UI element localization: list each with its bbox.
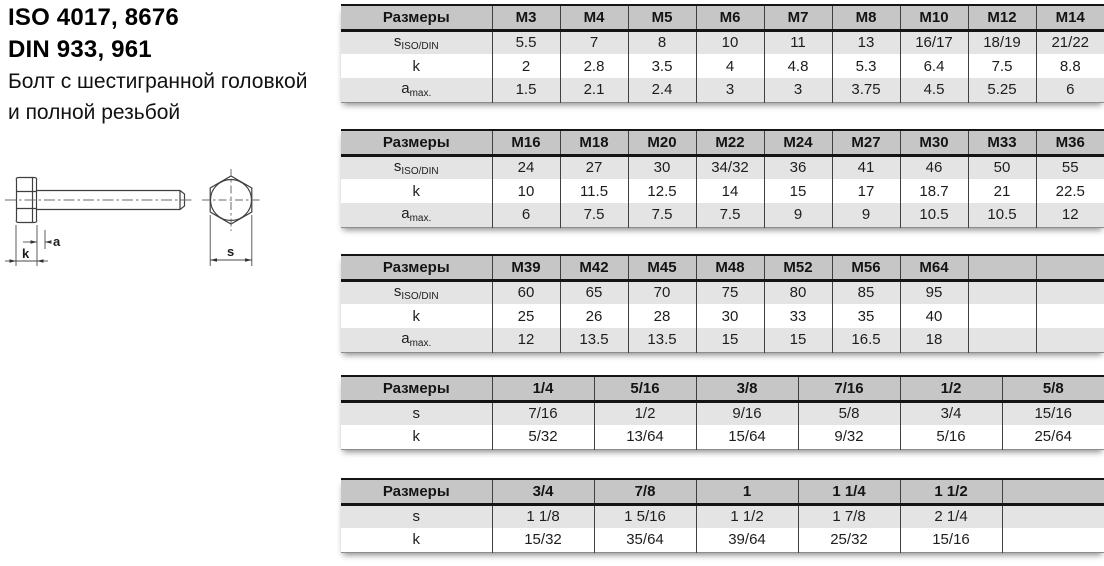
size-header-cell: M20 xyxy=(628,130,696,155)
value-cell: 4.5 xyxy=(900,78,968,102)
value-cell: 18 xyxy=(900,328,968,352)
value-cell: 9/32 xyxy=(798,425,900,449)
value-cell: 34/32 xyxy=(696,155,764,179)
value-cell: 40 xyxy=(900,304,968,328)
value-cell: 5/8 xyxy=(798,401,900,425)
value-cell: 13/64 xyxy=(594,425,696,449)
value-cell: 1 7/8 xyxy=(798,504,900,528)
value-cell: 10.5 xyxy=(968,203,1036,227)
dimension-row-s xyxy=(341,504,1104,528)
value-cell: 1 1/8 xyxy=(492,504,594,528)
size-header-cell: 3/8 xyxy=(696,376,798,401)
value-cell: 12.5 xyxy=(628,179,696,203)
header-label-cell: Размеры xyxy=(341,376,492,401)
size-header-cell: M64 xyxy=(900,255,968,280)
empty-cell xyxy=(1002,504,1104,528)
value-cell: 16/17 xyxy=(900,30,968,54)
value-cell: 5.5 xyxy=(492,30,560,54)
value-cell: 4.8 xyxy=(764,54,832,78)
size-header-cell: 7/8 xyxy=(594,479,696,504)
value-cell: 11 xyxy=(764,30,832,54)
value-cell: 3/4 xyxy=(900,401,1002,425)
table-metric-m39-m64-grid xyxy=(341,254,1104,353)
value-cell: 7 xyxy=(560,30,628,54)
dimension-row-a xyxy=(341,78,1104,102)
dimension-row-k xyxy=(341,54,1104,78)
value-cell: 80 xyxy=(764,280,832,304)
bolt-technical-drawing xyxy=(2,163,272,278)
value-cell: 21 xyxy=(968,179,1036,203)
value-cell: 30 xyxy=(628,155,696,179)
dimension-row-s xyxy=(341,30,1104,54)
value-cell: 2 1/4 xyxy=(900,504,1002,528)
size-header-cell: M39 xyxy=(492,255,560,280)
row-label-subscript: max. xyxy=(409,88,432,100)
value-cell: 75 xyxy=(696,280,764,304)
value-cell: 33 xyxy=(764,304,832,328)
value-cell: 8 xyxy=(628,30,696,54)
value-cell: 15/16 xyxy=(900,528,1002,552)
value-cell: 6.4 xyxy=(900,54,968,78)
row-label-main: s xyxy=(412,508,420,526)
value-cell: 35 xyxy=(832,304,900,328)
header-label-cell: Размеры xyxy=(341,479,492,504)
row-label-cell xyxy=(341,78,492,102)
value-cell: 15/32 xyxy=(492,528,594,552)
iso-standard-title: ISO 4017, 8676 xyxy=(8,4,179,31)
size-header-cell: 7/16 xyxy=(798,376,900,401)
row-label-cell xyxy=(341,328,492,352)
dimension-row-k xyxy=(341,304,1104,328)
row-label-main: k xyxy=(412,428,420,446)
value-cell: 15 xyxy=(764,179,832,203)
value-cell: 55 xyxy=(1036,155,1104,179)
value-cell: 26 xyxy=(560,304,628,328)
row-label-main: s xyxy=(393,33,402,51)
dimension-row-s xyxy=(341,155,1104,179)
table-header-row xyxy=(341,479,1104,504)
size-header-cell: 3/4 xyxy=(492,479,594,504)
value-cell: 2.1 xyxy=(560,78,628,102)
value-cell: 10.5 xyxy=(900,203,968,227)
size-header-cell: M3 xyxy=(492,5,560,30)
size-header-cell: M8 xyxy=(832,5,900,30)
size-header-cell: M45 xyxy=(628,255,696,280)
value-cell: 28 xyxy=(628,304,696,328)
size-header-cell: M14 xyxy=(1036,5,1104,30)
value-cell: 1 1/2 xyxy=(696,504,798,528)
size-header-cell: M42 xyxy=(560,255,628,280)
row-label-main: s xyxy=(412,405,420,423)
size-header-cell: M36 xyxy=(1036,130,1104,155)
row-label-main: k xyxy=(412,531,420,549)
description-line-1: Болт с шестигранной головкой xyxy=(8,70,308,93)
value-cell: 7.5 xyxy=(968,54,1036,78)
empty-cell xyxy=(1036,280,1104,304)
row-label-cell xyxy=(341,304,492,328)
row-label-subscript: max. xyxy=(409,338,432,350)
row-label-main: k xyxy=(412,182,420,200)
row-label-main: a xyxy=(401,80,410,98)
row-label-main: k xyxy=(412,307,420,325)
row-label-cell xyxy=(341,528,492,552)
size-header-cell: M22 xyxy=(696,130,764,155)
dimension-row-k xyxy=(341,179,1104,203)
size-header-cell: 1 1/2 xyxy=(900,479,1002,504)
empty-cell xyxy=(1036,328,1104,352)
size-header-cell: M30 xyxy=(900,130,968,155)
value-cell: 12 xyxy=(1036,203,1104,227)
row-label-main: s xyxy=(393,283,402,301)
row-label-cell xyxy=(341,155,492,179)
value-cell: 7.5 xyxy=(628,203,696,227)
header-label-cell: Размеры xyxy=(341,130,492,155)
empty-header-cell xyxy=(1002,479,1104,504)
value-cell: 5.25 xyxy=(968,78,1036,102)
table-imperial-quarter-to-5-8-grid xyxy=(341,375,1104,450)
description-line-2: и полной резьбой xyxy=(8,101,181,124)
size-header-cell: M6 xyxy=(696,5,764,30)
value-cell: 11.5 xyxy=(560,179,628,203)
size-header-cell: M56 xyxy=(832,255,900,280)
value-cell: 22.5 xyxy=(1036,179,1104,203)
value-cell: 7.5 xyxy=(560,203,628,227)
size-header-cell: M7 xyxy=(764,5,832,30)
row-label-cell xyxy=(341,30,492,54)
row-label-main: k xyxy=(412,57,420,75)
value-cell: 18.7 xyxy=(900,179,968,203)
value-cell: 30 xyxy=(696,304,764,328)
row-label-subscript: ISO/DIN xyxy=(401,291,439,303)
header-label-cell: Размеры xyxy=(341,255,492,280)
value-cell: 8.8 xyxy=(1036,54,1104,78)
dimension-row-k xyxy=(341,528,1104,552)
value-cell: 27 xyxy=(560,155,628,179)
row-label-main: a xyxy=(401,205,410,223)
value-cell: 10 xyxy=(696,30,764,54)
value-cell: 17 xyxy=(832,179,900,203)
value-cell: 6 xyxy=(1036,78,1104,102)
value-cell: 13 xyxy=(832,30,900,54)
size-header-cell: 1 xyxy=(696,479,798,504)
value-cell: 95 xyxy=(900,280,968,304)
value-cell: 7/16 xyxy=(492,401,594,425)
value-cell: 3.5 xyxy=(628,54,696,78)
table-metric-m3-m14 xyxy=(341,4,1104,102)
size-header-cell: M52 xyxy=(764,255,832,280)
table-metric-m39-m64 xyxy=(341,254,1104,352)
value-cell: 25/32 xyxy=(798,528,900,552)
empty-header-cell xyxy=(1036,255,1104,280)
table-header-row xyxy=(341,376,1104,401)
size-header-cell: 5/8 xyxy=(1002,376,1104,401)
value-cell: 16.5 xyxy=(832,328,900,352)
value-cell: 41 xyxy=(832,155,900,179)
dimension-row-k xyxy=(341,425,1104,449)
empty-cell xyxy=(1036,304,1104,328)
empty-header-cell xyxy=(968,255,1036,280)
value-cell: 36 xyxy=(764,155,832,179)
value-cell: 70 xyxy=(628,280,696,304)
value-cell: 6 xyxy=(492,203,560,227)
dim-label-s: s xyxy=(227,244,235,259)
dim-label-k: k xyxy=(22,246,30,261)
table-metric-m16-m36-grid xyxy=(341,129,1104,228)
row-label-cell xyxy=(341,401,492,425)
value-cell: 4 xyxy=(696,54,764,78)
value-cell: 9 xyxy=(764,203,832,227)
table-header-row xyxy=(341,5,1104,30)
value-cell: 85 xyxy=(832,280,900,304)
value-cell: 3.75 xyxy=(832,78,900,102)
value-cell: 3 xyxy=(764,78,832,102)
value-cell: 65 xyxy=(560,280,628,304)
value-cell: 14 xyxy=(696,179,764,203)
value-cell: 15 xyxy=(764,328,832,352)
row-label-main: s xyxy=(393,158,402,176)
table-metric-m16-m36 xyxy=(341,129,1104,227)
dimension-row-a xyxy=(341,328,1104,352)
din-standard-title: DIN 933, 961 xyxy=(8,36,152,63)
row-label-cell xyxy=(341,203,492,227)
title-block xyxy=(8,2,338,128)
empty-cell xyxy=(1002,528,1104,552)
empty-cell xyxy=(968,304,1036,328)
value-cell: 12 xyxy=(492,328,560,352)
dimension-row-a xyxy=(341,203,1104,227)
row-label-subscript: ISO/DIN xyxy=(401,166,439,178)
value-cell: 2.8 xyxy=(560,54,628,78)
value-cell: 5/32 xyxy=(492,425,594,449)
row-label-main: a xyxy=(401,330,410,348)
value-cell: 39/64 xyxy=(696,528,798,552)
table-imperial-3-4-to-1-1-2-grid xyxy=(341,478,1104,553)
value-cell: 1.5 xyxy=(492,78,560,102)
value-cell: 9 xyxy=(832,203,900,227)
value-cell: 7.5 xyxy=(696,203,764,227)
table-imperial-quarter-to-5-8 xyxy=(341,375,1104,449)
value-cell: 50 xyxy=(968,155,1036,179)
value-cell: 1 5/16 xyxy=(594,504,696,528)
size-header-cell: M4 xyxy=(560,5,628,30)
value-cell: 13.5 xyxy=(560,328,628,352)
dimension-row-s xyxy=(341,401,1104,425)
value-cell: 60 xyxy=(492,280,560,304)
value-cell: 21/22 xyxy=(1036,30,1104,54)
value-cell: 1/2 xyxy=(594,401,696,425)
value-cell: 10 xyxy=(492,179,560,203)
size-header-cell: M27 xyxy=(832,130,900,155)
table-metric-m3-m14-grid xyxy=(341,4,1104,103)
value-cell: 25 xyxy=(492,304,560,328)
size-header-cell: M12 xyxy=(968,5,1036,30)
size-header-cell: 5/16 xyxy=(594,376,696,401)
row-label-cell xyxy=(341,425,492,449)
value-cell: 9/16 xyxy=(696,401,798,425)
empty-cell xyxy=(968,280,1036,304)
row-label-subscript: ISO/DIN xyxy=(401,41,439,53)
size-header-cell: M48 xyxy=(696,255,764,280)
table-header-row xyxy=(341,255,1104,280)
value-cell: 15/16 xyxy=(1002,401,1104,425)
dim-label-a: a xyxy=(53,234,61,249)
row-label-cell xyxy=(341,54,492,78)
dimension-row-s xyxy=(341,280,1104,304)
value-cell: 18/19 xyxy=(968,30,1036,54)
size-header-cell: M24 xyxy=(764,130,832,155)
bolt-drawing-svg xyxy=(2,163,272,278)
header-label-cell: Размеры xyxy=(341,5,492,30)
size-header-cell: M5 xyxy=(628,5,696,30)
row-label-cell xyxy=(341,504,492,528)
size-header-cell: 1/2 xyxy=(900,376,1002,401)
row-label-subscript: max. xyxy=(409,213,432,225)
value-cell: 5.3 xyxy=(832,54,900,78)
size-header-cell: 1 1/4 xyxy=(798,479,900,504)
value-cell: 25/64 xyxy=(1002,425,1104,449)
size-header-cell: M18 xyxy=(560,130,628,155)
value-cell: 2.4 xyxy=(628,78,696,102)
size-header-cell: M33 xyxy=(968,130,1036,155)
bolt-side-view xyxy=(16,178,185,223)
row-label-cell xyxy=(341,280,492,304)
table-header-row xyxy=(341,130,1104,155)
size-header-cell: M10 xyxy=(900,5,968,30)
value-cell: 24 xyxy=(492,155,560,179)
value-cell: 3 xyxy=(696,78,764,102)
size-header-cell: 1/4 xyxy=(492,376,594,401)
empty-cell xyxy=(968,328,1036,352)
table-imperial-3-4-to-1-1-2 xyxy=(341,478,1104,552)
row-label-cell xyxy=(341,179,492,203)
value-cell: 35/64 xyxy=(594,528,696,552)
value-cell: 46 xyxy=(900,155,968,179)
value-cell: 15/64 xyxy=(696,425,798,449)
value-cell: 13.5 xyxy=(628,328,696,352)
value-cell: 2 xyxy=(492,54,560,78)
value-cell: 5/16 xyxy=(900,425,1002,449)
value-cell: 15 xyxy=(696,328,764,352)
size-header-cell: M16 xyxy=(492,130,560,155)
